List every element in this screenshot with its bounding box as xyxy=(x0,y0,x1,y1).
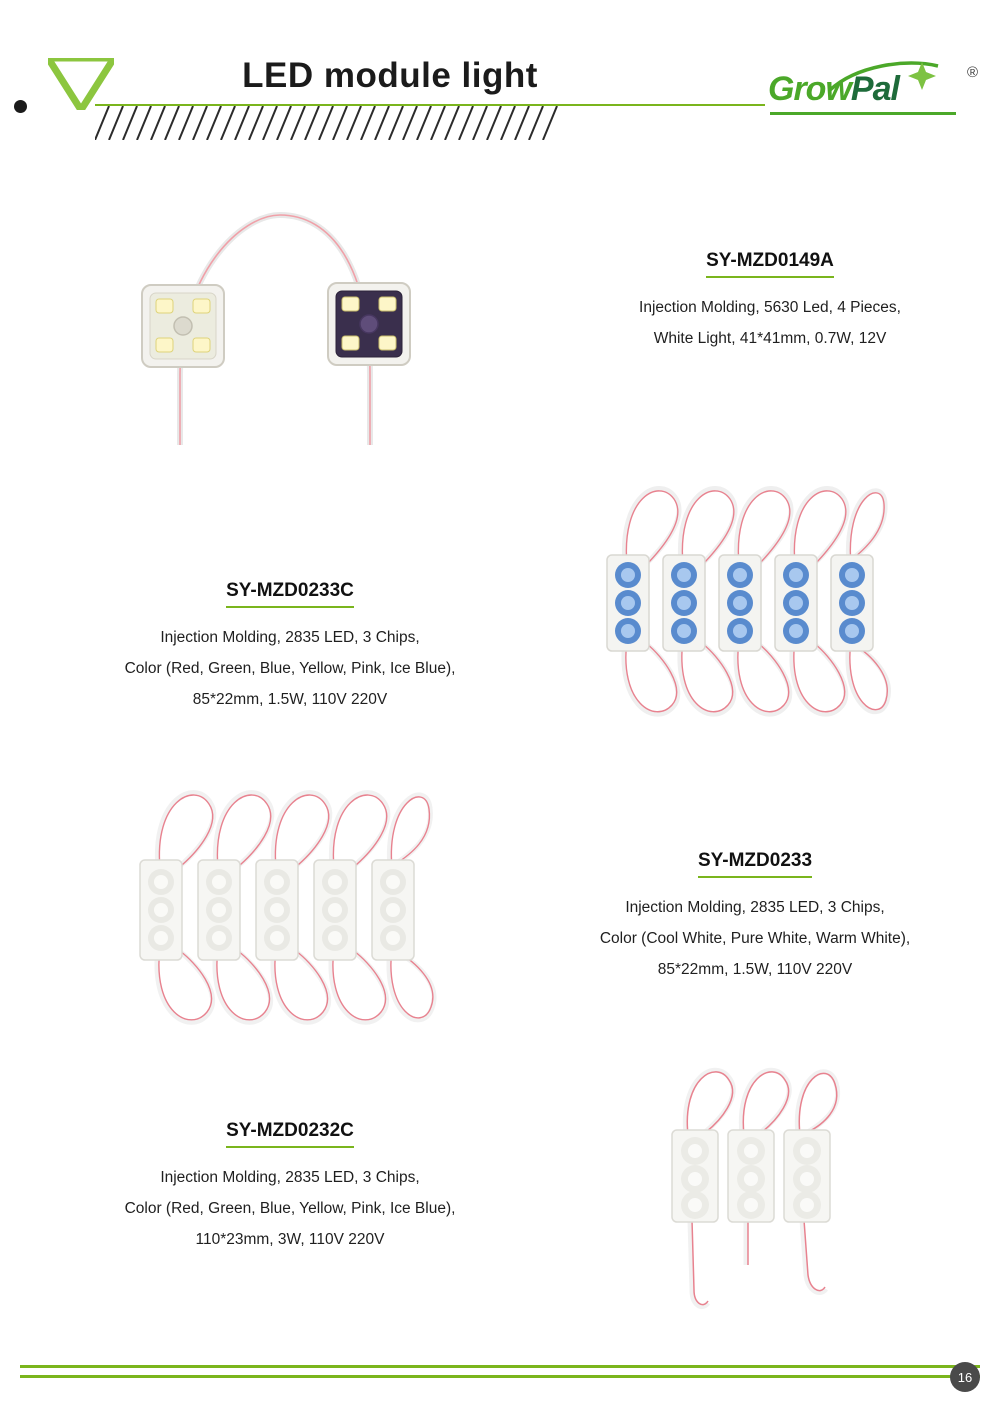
product-spec-3-line-0: Injection Molding, 2835 LED, 3 Chips, xyxy=(160,1169,420,1186)
product-spec-0-line-0: Injection Molding, 5630 Led, 4 Pieces, xyxy=(639,299,901,316)
product-image-1 xyxy=(585,455,915,750)
product-spec-3-line-1: Color (Red, Green, Blue, Yellow, Pink, Ice Blue), xyxy=(124,1200,456,1217)
logo-underline xyxy=(770,112,956,115)
decorative-dot xyxy=(14,100,27,113)
product-spec-2-line-2: 85*22mm, 1.5W, 110V 220V xyxy=(657,961,853,978)
product-code-2: SY-MZD0233 xyxy=(698,850,812,878)
footer-rule-bottom xyxy=(20,1375,980,1378)
logo-text-grow: Grow xyxy=(768,70,851,108)
product-spec-1-line-2: 85*22mm, 1.5W, 110V 220V xyxy=(192,691,388,708)
product-text-2 xyxy=(520,850,990,985)
brand-logo xyxy=(768,62,978,124)
product-spec-1-line-1: Color (Red, Green, Blue, Yellow, Pink, Ice Blue), xyxy=(124,660,456,677)
hatch-decoration-icon xyxy=(95,106,565,140)
footer-rule-top xyxy=(20,1365,980,1368)
product-text-3 xyxy=(20,1120,560,1255)
product-code-1: SY-MZD0233C xyxy=(226,580,354,608)
product-spec-3-line-2: 110*23mm, 3W, 110V 220V xyxy=(195,1231,385,1248)
product-spec-1-line-0: Injection Molding, 2835 LED, 3 Chips, xyxy=(160,629,420,646)
page-header xyxy=(0,0,1000,150)
product-image-0 xyxy=(120,175,500,460)
logo-text-pal: Pal xyxy=(850,70,899,108)
product-spec-2-line-0: Injection Molding, 2835 LED, 3 Chips, xyxy=(625,899,885,916)
product-spec-2-line-1: Color (Cool White, Pure White, Warm White), xyxy=(599,930,911,947)
page-title: LED module light xyxy=(242,56,538,95)
product-text-0 xyxy=(560,250,980,354)
product-image-2 xyxy=(110,760,470,1055)
product-image-3 xyxy=(650,1035,900,1330)
registered-mark: ® xyxy=(966,64,978,81)
product-text-1 xyxy=(10,580,570,715)
page-number-badge: 16 xyxy=(950,1362,980,1392)
product-spec-0-line-1: White Light, 41*41mm, 0.7W, 12V xyxy=(653,330,887,347)
product-code-0: SY-MZD0149A xyxy=(706,250,834,278)
product-code-3: SY-MZD0232C xyxy=(226,1120,354,1148)
